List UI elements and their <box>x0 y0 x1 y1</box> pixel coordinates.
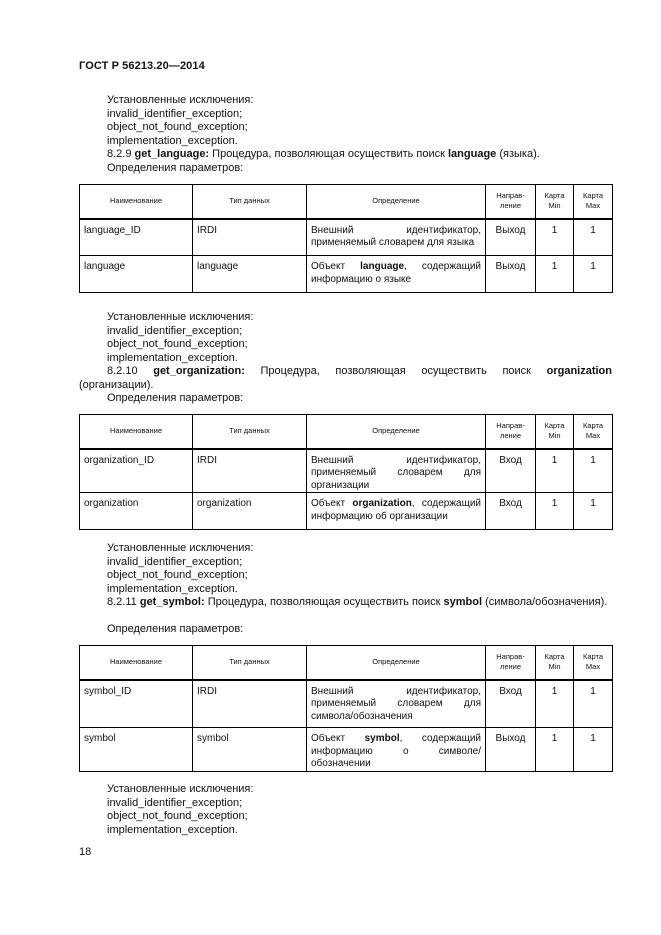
exception-item: invalid_identifier_exception; <box>107 324 243 337</box>
description-term: symbol <box>443 596 483 608</box>
param-type: language <box>193 256 307 293</box>
param-max: 1 <box>574 449 613 493</box>
definition-text: Внешний идентификатор, применяемый словарем для языка <box>311 224 481 248</box>
param-max: 1 <box>574 680 613 728</box>
description-text: Процедура, позволяющая осуществить поиск <box>204 596 444 608</box>
col-header-definition: Определение <box>307 646 486 680</box>
param-definition <box>307 219 486 256</box>
params-table <box>79 645 613 772</box>
definition-term: language <box>360 261 405 272</box>
param-max: 1 <box>574 219 613 256</box>
params-title: Определения параметров: <box>107 623 244 635</box>
exceptions-title: Установленные исключения: <box>107 311 254 323</box>
param-direction: Вход <box>486 493 536 530</box>
param-min: 1 <box>536 728 574 772</box>
param-type: symbol <box>193 728 307 772</box>
param-min: 1 <box>536 219 574 256</box>
col-header-name: Наименование <box>80 185 193 219</box>
col-header-name: Наименование <box>80 646 193 680</box>
exception-item: implementation_exception. <box>107 134 238 147</box>
params-title: Определения параметров: <box>107 162 244 174</box>
table-header-row <box>80 185 613 219</box>
definition-text: , содержащий информацию об организации <box>311 498 481 522</box>
param-type: IRDI <box>193 680 307 728</box>
definition-text: Внешний идентификатор, применяемый словарем для символа/обозначения <box>311 685 481 722</box>
param-definition <box>307 449 486 493</box>
col-header-max: Карта Max <box>574 646 613 680</box>
exception-item: implementation_exception. <box>107 582 238 595</box>
section-description <box>79 596 612 610</box>
col-header-max: Карта Max <box>574 185 613 219</box>
param-max: 1 <box>574 493 613 530</box>
table-row <box>80 449 613 493</box>
function-name: get_symbol: <box>139 596 205 608</box>
param-name: symbol_ID <box>80 680 193 728</box>
exceptions-title: Установленные исключения: <box>107 542 254 554</box>
param-type: organization <box>193 493 307 530</box>
param-definition <box>307 256 486 293</box>
table-row <box>80 219 613 256</box>
section-number: 8.2.11 <box>107 596 137 608</box>
col-header-min: Карта Min <box>536 646 574 680</box>
description-text: Процедура, позволяющая осуществить поиск <box>244 365 547 377</box>
col-header-direction: Направ-ление <box>486 185 536 219</box>
param-min: 1 <box>536 493 574 530</box>
exception-item: object_not_found_exception; <box>107 121 248 133</box>
param-min: 1 <box>536 449 574 493</box>
param-max: 1 <box>574 256 613 293</box>
param-name: organization <box>80 493 193 530</box>
exception-item: implementation_exception. <box>107 823 238 836</box>
definition-text: Внешний идентификатор, применяемый словарем для организации <box>311 454 481 491</box>
param-name: organization_ID <box>80 449 193 493</box>
description-term: organization <box>546 365 612 377</box>
param-direction: Выход <box>486 256 536 293</box>
table-header-row <box>80 646 613 680</box>
exception-item: invalid_identifier_exception; <box>107 107 243 120</box>
param-min: 1 <box>536 680 574 728</box>
page-header: ГОСТ Р 56213.20—2014 <box>79 60 205 72</box>
exceptions-title: Установленные исключения: <box>107 94 254 106</box>
section-description <box>107 148 612 162</box>
table-row <box>80 493 613 530</box>
param-definition <box>307 680 486 728</box>
function-name: get_language: <box>134 148 210 160</box>
table-row <box>80 256 613 293</box>
table-row <box>80 728 613 772</box>
param-definition <box>307 493 486 530</box>
col-header-min: Карта Min <box>536 185 574 219</box>
exception-item: object_not_found_exception; <box>107 569 248 581</box>
col-header-type: Тип данных <box>193 185 307 219</box>
description-term: language <box>448 148 497 160</box>
section-number: 8.2.10 <box>107 365 138 377</box>
param-min: 1 <box>536 256 574 293</box>
definition-term: symbol <box>364 733 400 744</box>
exception-item: object_not_found_exception; <box>107 338 248 350</box>
col-header-type: Тип данных <box>193 415 307 449</box>
definition-text: Объект <box>311 261 361 272</box>
param-name: language_ID <box>80 219 193 256</box>
definition-text: Объект <box>311 733 365 744</box>
page-number: 18 <box>79 846 92 858</box>
exception-item: object_not_found_exception; <box>107 810 248 822</box>
table-header-row <box>80 415 613 449</box>
exception-item: implementation_exception. <box>107 351 238 364</box>
definition-text: , содержащий информацию о символе/обозначении <box>311 733 481 769</box>
definition-text: Объект <box>311 498 353 509</box>
section-description <box>79 365 612 392</box>
exception-item: invalid_identifier_exception; <box>107 555 243 568</box>
param-direction: Вход <box>486 449 536 493</box>
param-name: symbol <box>80 728 193 772</box>
description-text: (организации). <box>79 378 154 391</box>
description-text: (языка). <box>496 148 540 160</box>
param-name: language <box>80 256 193 293</box>
description-text: (символа/обозначения). <box>482 596 608 608</box>
param-type: IRDI <box>193 219 307 256</box>
table-row <box>80 680 613 728</box>
params-table <box>79 414 613 530</box>
definition-term: organization <box>352 498 412 509</box>
col-header-direction: Направ-ление <box>486 646 536 680</box>
col-header-max: Карта Max <box>574 415 613 449</box>
col-header-definition: Определение <box>307 415 486 449</box>
param-direction: Выход <box>486 728 536 772</box>
col-header-direction: Направ-ление <box>486 415 536 449</box>
params-table <box>79 184 613 293</box>
col-header-min: Карта Min <box>536 415 574 449</box>
exception-item: invalid_identifier_exception; <box>107 796 243 809</box>
col-header-type: Тип данных <box>193 646 307 680</box>
param-max: 1 <box>574 728 613 772</box>
col-header-definition: Определение <box>307 185 486 219</box>
col-header-name: Наименование <box>80 415 193 449</box>
param-type: IRDI <box>193 449 307 493</box>
function-name: get_organization: <box>153 365 245 377</box>
param-direction: Вход <box>486 680 536 728</box>
section-number: 8.2.9 <box>107 148 132 160</box>
exceptions-title: Установленные исключения: <box>107 783 254 795</box>
param-direction: Выход <box>486 219 536 256</box>
params-title: Определения параметров: <box>107 392 244 404</box>
definition-text: , содержащий информацию о языке <box>311 261 481 285</box>
description-text: Процедура, позволяющая осуществить поиск <box>209 148 448 160</box>
param-definition <box>307 728 486 772</box>
